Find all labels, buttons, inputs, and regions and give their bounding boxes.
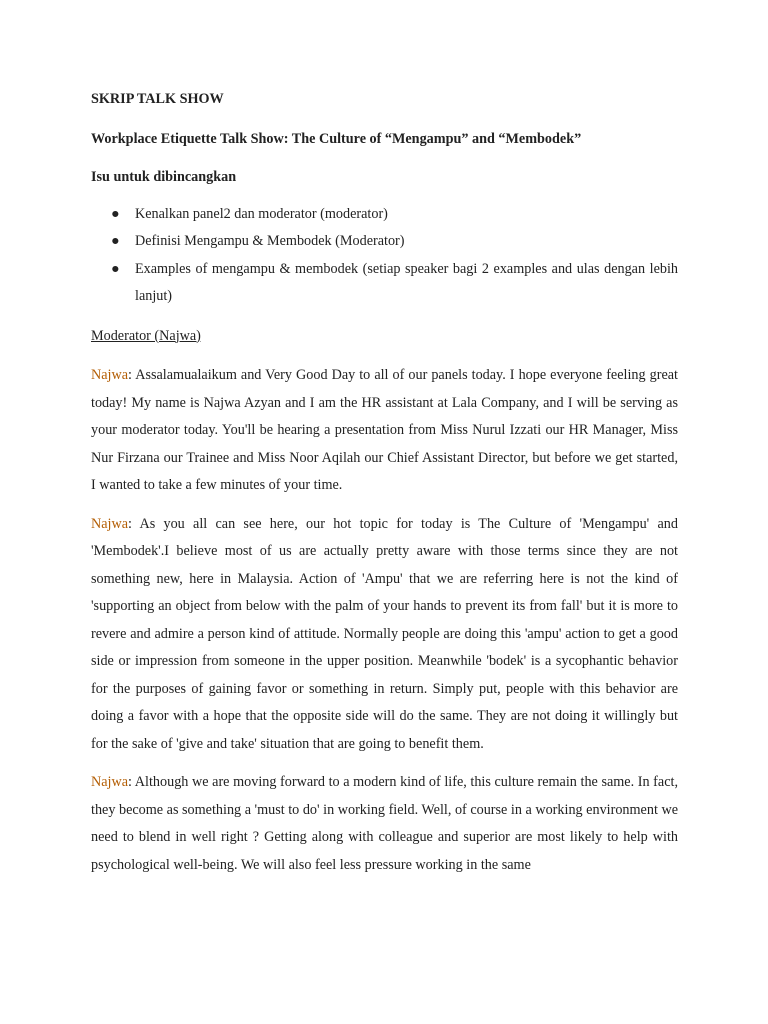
- dialogue-text: : Assalamualaikum and Very Good Day to all of our panels today. I hope everyone feeling great today! My name is Najwa Azyan and I am the HR assistant at Lala Company, and I will be serving as your moderator today. You'll be hearing a presentation from Miss Nurul Izzati our HR Manager, Miss Nur Firzana our Trainee and Miss Noor Aqilah our Chief Assistant Director, but before we get started, I wanted to take a few minutes of your time.: [91, 367, 678, 493]
- list-item-text: Kenalkan panel2 dan moderator (moderator): [135, 205, 388, 222]
- dialogue-text: : As you all can see here, our hot topic for today is The Culture of 'Mengampu' and 'Membodek'.I believe most of us are actually pretty aware with those terms since they are not something new, here in Malaysia. Action of 'Ampu' that we are referring here is not the kind of 'supporting an object from below with the palm of your hands to prevent its from fall' but it is more to revere and admire a person kind of attitude. Normally people are doing this 'ampu' action to get a good side or impression from someone in the upper position. Meanwhile 'bodek' is a sycophantic behavior for the purposes of gaining favor or something in return. Simply put, people with this behavior are doing a favor with a hope that the opposite side will do the same. They are not doing it willingly but for the sake of 'give and take' situation that are going to benefit them.: [91, 515, 678, 752]
- bullet-icon: ●: [111, 233, 120, 249]
- document-page: [91, 86, 678, 890]
- bullet-icon: ●: [111, 260, 120, 277]
- speaker-name: Najwa: [91, 774, 129, 790]
- issues-list: [91, 201, 678, 311]
- bullet-icon: ●: [111, 205, 120, 222]
- speaker-name: Najwa: [91, 367, 129, 383]
- list-item: [91, 201, 678, 229]
- dialogue-paragraph: [91, 511, 678, 759]
- issues-heading: Isu untuk dibincangkan: [91, 169, 237, 185]
- speaker-name: Najwa: [91, 515, 129, 532]
- document-subtitle: Workplace Etiquette Talk Show: The Culture of “Mengampu” and “Membodek”: [91, 130, 582, 147]
- dialogue-paragraph: [91, 769, 678, 879]
- list-item: [91, 256, 678, 311]
- document-title: SKRIP TALK SHOW: [91, 91, 224, 107]
- section-title: Moderator (Najwa): [91, 327, 201, 344]
- list-item: [91, 228, 678, 256]
- list-item-text: Examples of mengampu & membodek (setiap speaker bagi 2 examples and ulas dengan lebih lanjut): [135, 260, 678, 304]
- dialogue-paragraph: [91, 362, 678, 500]
- dialogue-text: : Although we are moving forward to a modern kind of life, this culture remain the same. In fact, they become as something a 'must to do' in working field. Well, of course in a working environment we need to blend in well right ? Getting along with colleague and superior are most likely to help with psychological well-being. We will also feel less pressure working in the same: [91, 774, 678, 873]
- list-item-text: Definisi Mengampu & Membodek (Moderator): [135, 233, 405, 249]
